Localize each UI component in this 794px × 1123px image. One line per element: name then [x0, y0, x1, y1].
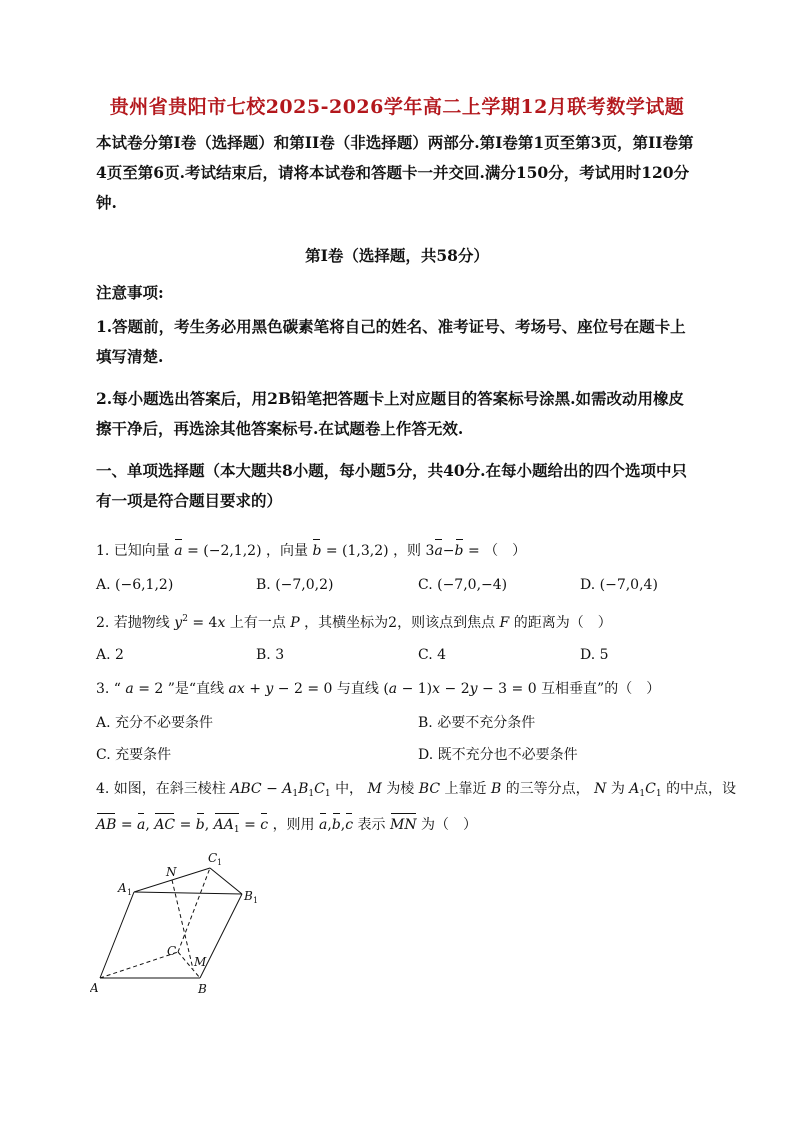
vector-definitions: AB = a, AC = b, $AA_1 = c$ — [96, 817, 269, 835]
label-c: C — [167, 944, 177, 958]
q3-option-c: C. 充要条件 — [96, 747, 172, 763]
q1-option-b: B. (−7,0,2) — [256, 577, 334, 593]
question-2 — [96, 612, 612, 632]
focus-f: F — [499, 615, 510, 631]
label-m: M — [194, 955, 207, 969]
intro-paragraph: 本试卷分第I卷（选择题）和第II卷（非选择题）两部分.第I卷第1页至第3页，第II卷第4页至第6页.考试结束后，请将本试卷和答题卡一并交回.满分150分，考试用时120分钟. — [96, 133, 694, 212]
q2-option-b: B. 3 — [256, 647, 285, 663]
point-b: B — [490, 781, 502, 797]
edge-a-a1 — [100, 892, 134, 978]
label-b: B — [198, 982, 207, 996]
q3-suffix: 互相垂直”的（ ） — [541, 681, 661, 697]
q3-option-d: D. 既不充分也不必要条件 — [418, 747, 578, 763]
label-b1-subscript: 1 — [253, 896, 259, 905]
edge-c1-b1 — [210, 868, 242, 894]
q3-mid2: 与直线 — [336, 681, 379, 697]
exam-title: 贵州省贵阳市七校2025-2026学年高二上学期12月联考数学试题 — [109, 96, 685, 118]
label-b1: B — [244, 889, 253, 903]
q3-option-a: A. 充分不必要条件 — [96, 715, 214, 731]
prism-name: ABC − $A_1B_1C_1$ — [230, 781, 331, 799]
q1-option-a: A. (−6,1,2) — [96, 577, 174, 593]
notice-item-1: 1.答题前，考生务必用黑色碳素笔将自己的姓名、准考证号、考场号、座位号在题卡上填写清楚. — [96, 317, 686, 366]
edge-c-c1 — [178, 868, 210, 952]
q4-suffix2: 为（ ） — [421, 817, 478, 833]
line-1-equation: ax + y − 2 = 0 — [228, 681, 333, 697]
q1-mid: ，向量 — [266, 543, 308, 559]
q1-a-value: = (−2,1,2) — [187, 543, 262, 559]
q3-option-b: B. 必要不充分条件 — [418, 715, 536, 731]
q3-mid1: ”是“直线 — [167, 681, 225, 697]
point-n: N — [594, 781, 607, 797]
q1-suffix: ，则 — [393, 543, 422, 559]
q1-option-c: C. (−7,0,−4) — [418, 577, 508, 593]
q2-option-c: C. 4 — [418, 647, 447, 663]
label-c1-subscript: 1 — [217, 858, 223, 867]
label-n: N — [166, 865, 177, 879]
prism-figure — [90, 848, 270, 998]
q2-option-a: A. 2 — [96, 647, 124, 663]
question-4-line-1 — [96, 778, 736, 799]
q2-mid1: 上有一点 — [229, 615, 286, 631]
vector-mn: MN — [390, 817, 417, 833]
label-a: A — [90, 981, 99, 995]
notice-heading: 注意事项: — [96, 283, 164, 302]
segment-a1c1: $A_1C_1$ — [629, 781, 662, 799]
q4-suffix1: 的中点，设 — [666, 781, 737, 797]
line-2-equation: (a − 1)x − 2y − 3 = 0 — [383, 681, 537, 697]
label-a1: A — [118, 881, 127, 895]
basis-vectors: a,b,c — [319, 817, 354, 833]
question-1 — [96, 540, 526, 560]
q2-option-d: D. 5 — [580, 647, 609, 663]
edge-bc: BC — [418, 781, 441, 797]
point-p: P — [290, 615, 300, 631]
q4-mid6: ，则用 — [272, 817, 315, 833]
point-m: M — [367, 781, 382, 797]
q4-mid7: 表示 — [357, 817, 386, 833]
q3-prefix: 3. “ — [96, 681, 121, 697]
q2-suffix: 的距离为（ ） — [513, 615, 612, 631]
q1-prefix: 1. 已知向量 — [96, 543, 170, 559]
q3-condition: a = 2 — [125, 681, 164, 697]
q4-mid4: 的三等分点， — [505, 781, 590, 797]
vector-b: b — [312, 543, 322, 559]
q4-mid2: 为棱 — [386, 781, 415, 797]
q1-option-d: D. (−7,0,4) — [580, 577, 658, 593]
q2-prefix: 2. 若抛物线 — [96, 615, 170, 631]
part1-heading: 一、单项选择题（本大题共8小题，每小题5分，共40分.在每小题给出的四个选项中只有一项是符合题目要求的） — [96, 461, 688, 510]
section-heading: 第I卷（选择题，共58分） — [305, 246, 489, 265]
q4-mid3: 上靠近 — [444, 781, 487, 797]
q1-expr-tail: = （ ） — [467, 543, 527, 559]
label-c1: C — [208, 851, 218, 865]
vector-a: a — [174, 543, 183, 559]
notice-item-2: 2.每小题选出答案后，用2B铅笔把答题卡上对应题目的答案标号涂黑.如需改动用橡皮擦干净后，再选涂其他答案标号.在试题卷上作答无效. — [96, 389, 684, 438]
q1-b-value: = (1,3,2) — [325, 543, 389, 559]
q4-mid1: 中， — [335, 781, 364, 797]
q4-prefix: 4. 如图，在斜三棱柱 — [96, 781, 226, 797]
question-3 — [96, 678, 660, 698]
q1-expression: 3a−b — [425, 543, 464, 559]
edge-b-b1 — [200, 894, 242, 978]
question-4-line-2 — [96, 814, 477, 835]
q2-mid2: ，其横坐标为2，则该点到焦点 — [304, 615, 496, 631]
parabola-equation: $y^2 = 4x$ — [174, 614, 226, 631]
label-a1-subscript: 1 — [127, 888, 133, 897]
edge-a1-b1 — [134, 892, 242, 894]
q4-mid5: 为 — [610, 781, 625, 797]
